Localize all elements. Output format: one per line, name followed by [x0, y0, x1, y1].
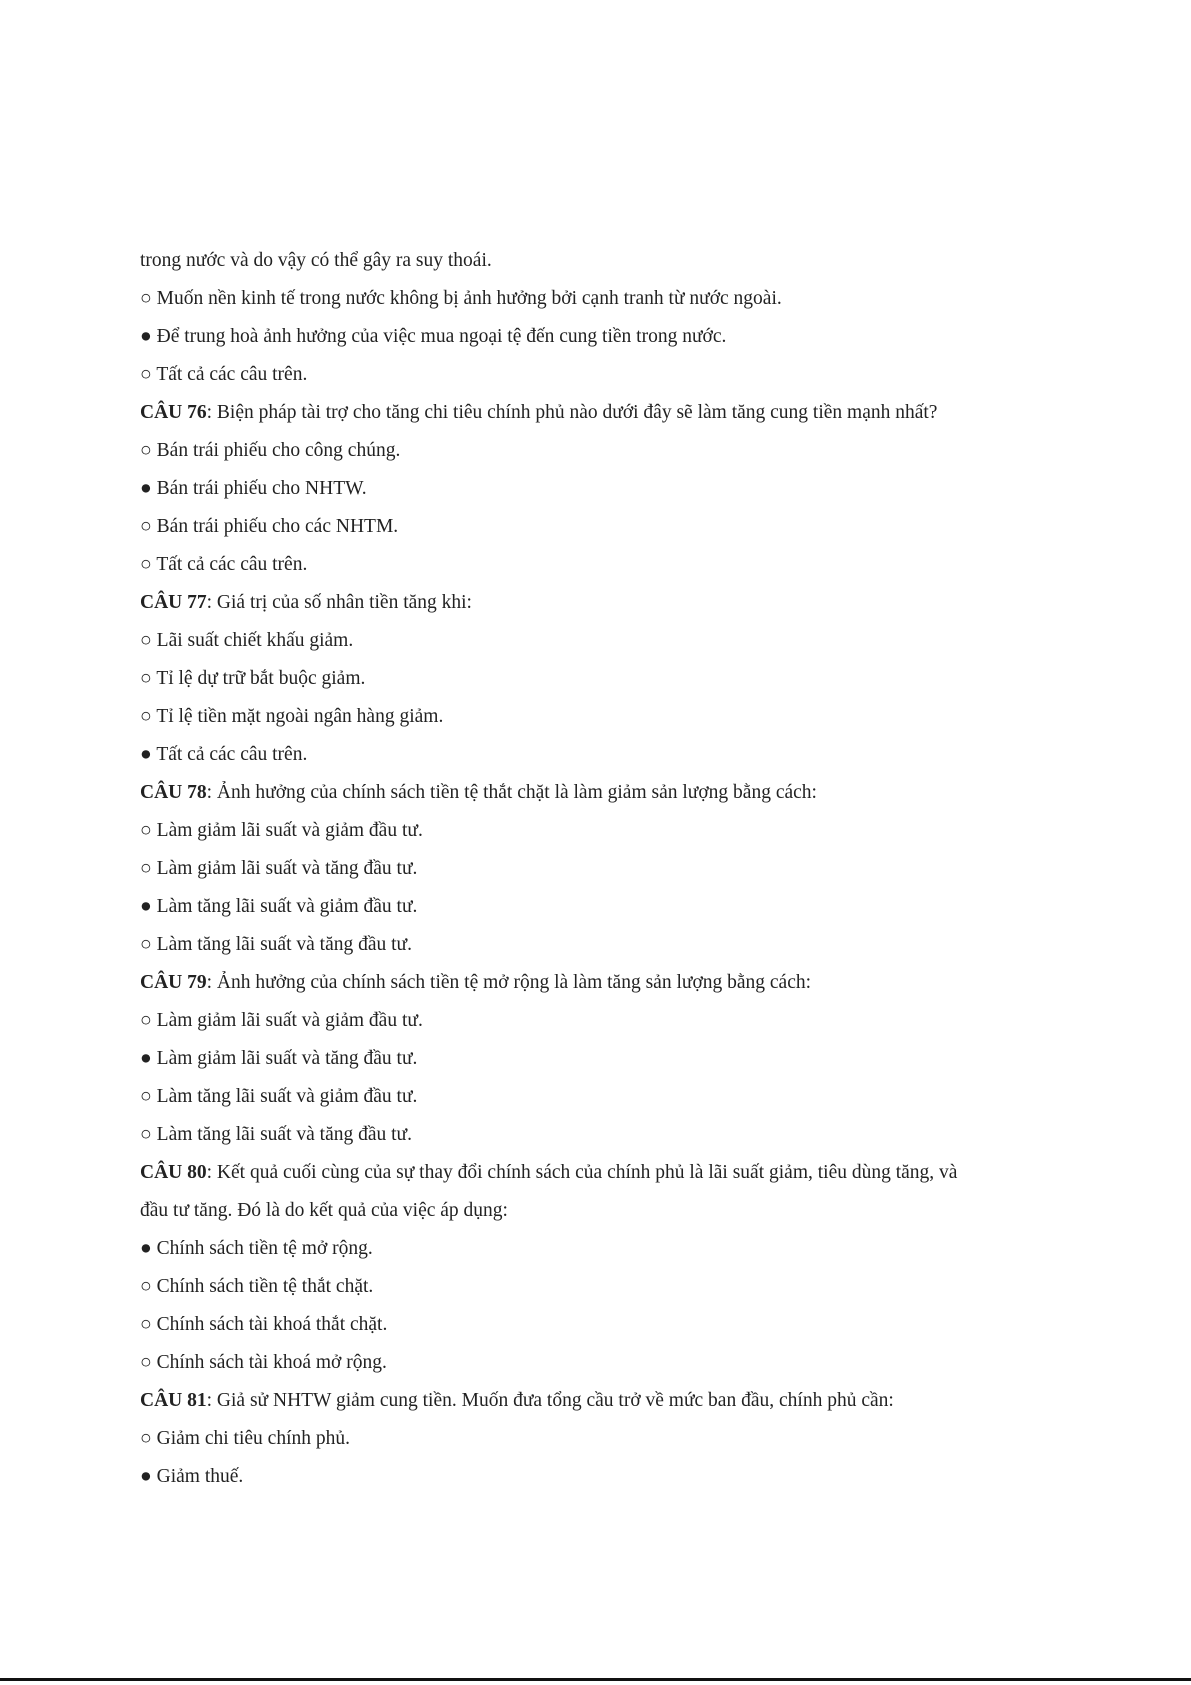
- question-line: [140, 394, 1080, 432]
- empty-circle-icon: ○: [140, 820, 152, 841]
- answer-option-selected: [140, 1040, 1080, 1078]
- empty-circle-icon: ○: [140, 934, 152, 955]
- page-bottom-rule: [0, 1678, 1191, 1681]
- answer-option-selected: [140, 318, 1080, 356]
- answer-option: [140, 1002, 1080, 1040]
- option-text: Làm tăng lãi suất và giảm đầu tư.: [156, 1086, 418, 1107]
- empty-circle-icon: ○: [140, 516, 152, 537]
- question-line: [140, 1154, 1080, 1192]
- option-text: Giảm thuế.: [156, 1466, 244, 1487]
- answer-option: [140, 508, 1080, 546]
- question-list: [140, 242, 1080, 1496]
- option-text: Giảm chi tiêu chính phủ.: [156, 1428, 350, 1449]
- empty-circle-icon: ○: [140, 364, 152, 385]
- empty-circle-icon: ○: [140, 706, 152, 727]
- question-text: : Ảnh hưởng của chính sách tiền tệ mở rộng là làm tăng sản lượng bằng cách:: [206, 972, 812, 993]
- answer-option: [140, 546, 1080, 584]
- filled-circle-icon: ●: [140, 326, 152, 347]
- filled-circle-icon: ●: [140, 1238, 152, 1259]
- answer-option-selected: [140, 470, 1080, 508]
- filled-circle-icon: ●: [140, 1466, 152, 1487]
- option-text: Bán trái phiếu cho các NHTM.: [156, 516, 399, 537]
- empty-circle-icon: ○: [140, 440, 152, 461]
- option-text: Chính sách tiền tệ mở rộng.: [156, 1238, 373, 1259]
- option-text: Tất cả các câu trên.: [156, 744, 308, 765]
- document-page: [140, 242, 1080, 1496]
- answer-option: [140, 698, 1080, 736]
- empty-circle-icon: ○: [140, 288, 152, 309]
- question-number: CÂU 78: [140, 782, 207, 803]
- answer-option-selected: [140, 1230, 1080, 1268]
- empty-circle-icon: ○: [140, 1352, 152, 1373]
- question-number: CÂU 77: [140, 592, 207, 613]
- question-number: CÂU 76: [140, 402, 207, 423]
- empty-circle-icon: ○: [140, 1428, 152, 1449]
- question-number: CÂU 80: [140, 1162, 207, 1183]
- empty-circle-icon: ○: [140, 1314, 152, 1335]
- option-text: Làm giảm lãi suất và tăng đầu tư.: [156, 1048, 418, 1069]
- question-text: : Giá trị của số nhân tiền tăng khi:: [206, 592, 472, 613]
- answer-option: [140, 1344, 1080, 1382]
- answer-option: [140, 660, 1080, 698]
- empty-circle-icon: ○: [140, 668, 152, 689]
- answer-option-selected: [140, 1458, 1080, 1496]
- continuation-line: trong nước và do vậy có thể gây ra suy thoái.: [140, 250, 492, 271]
- option-text: Tất cả các câu trên.: [156, 364, 308, 385]
- filled-circle-icon: ●: [140, 744, 152, 765]
- option-text: Chính sách tiền tệ thắt chặt.: [156, 1276, 374, 1297]
- filled-circle-icon: ●: [140, 896, 152, 917]
- option-text: Làm giảm lãi suất và giảm đầu tư.: [156, 1010, 423, 1031]
- empty-circle-icon: ○: [140, 1276, 152, 1297]
- question-text: : Biện pháp tài trợ cho tăng chi tiêu chính phủ nào dưới đây sẽ làm tăng cung tiền mạnh nhất?: [206, 402, 938, 423]
- question-number: CÂU 81: [140, 1390, 207, 1411]
- answer-option: [140, 1078, 1080, 1116]
- question-text: : Giả sử NHTW giảm cung tiền. Muốn đưa tổng cầu trở về mức ban đầu, chính phủ cần:: [206, 1390, 894, 1411]
- question-text: : Ảnh hưởng của chính sách tiền tệ thắt chặt là làm giảm sản lượng bằng cách:: [206, 782, 817, 803]
- option-text: Để trung hoà ảnh hưởng của việc mua ngoại tệ đến cung tiền trong nước.: [156, 326, 727, 347]
- question-line: [140, 774, 1080, 812]
- filled-circle-icon: ●: [140, 1048, 152, 1069]
- answer-option: [140, 432, 1080, 470]
- option-text: Làm giảm lãi suất và tăng đầu tư.: [156, 858, 418, 879]
- continuation-line: đầu tư tăng. Đó là do kết quả của việc áp dụng:: [140, 1200, 508, 1221]
- answer-option: [140, 926, 1080, 964]
- answer-option: [140, 280, 1080, 318]
- option-text: Làm tăng lãi suất và tăng đầu tư.: [156, 1124, 412, 1145]
- question-line: [140, 1382, 1080, 1420]
- option-text: Bán trái phiếu cho NHTW.: [156, 478, 367, 499]
- question-text: : Kết quả cuối cùng của sự thay đổi chính sách của chính phủ là lãi suất giảm, tiêu dùng tăng, và: [206, 1162, 958, 1183]
- empty-circle-icon: ○: [140, 1010, 152, 1031]
- empty-circle-icon: ○: [140, 630, 152, 651]
- option-text: Làm giảm lãi suất và giảm đầu tư.: [156, 820, 423, 841]
- answer-option-selected: [140, 888, 1080, 926]
- empty-circle-icon: ○: [140, 1086, 152, 1107]
- question-line: [140, 584, 1080, 622]
- answer-option: [140, 1116, 1080, 1154]
- filled-circle-icon: ●: [140, 478, 152, 499]
- answer-option: [140, 622, 1080, 660]
- empty-circle-icon: ○: [140, 554, 152, 575]
- answer-option: [140, 1420, 1080, 1458]
- option-text: Tất cả các câu trên.: [156, 554, 308, 575]
- question-line: [140, 964, 1080, 1002]
- answer-option-selected: [140, 736, 1080, 774]
- answer-option: [140, 1306, 1080, 1344]
- answer-option: [140, 1268, 1080, 1306]
- question-number: CÂU 79: [140, 972, 207, 993]
- option-text: Tỉ lệ tiền mặt ngoài ngân hàng giảm.: [156, 706, 444, 727]
- option-text: Chính sách tài khoá mở rộng.: [156, 1352, 387, 1373]
- option-text: Làm tăng lãi suất và giảm đầu tư.: [156, 896, 418, 917]
- answer-option: [140, 850, 1080, 888]
- option-text: Làm tăng lãi suất và tăng đầu tư.: [156, 934, 412, 955]
- option-text: Bán trái phiếu cho công chúng.: [156, 440, 401, 461]
- option-text: Chính sách tài khoá thắt chặt.: [156, 1314, 388, 1335]
- option-text: Lãi suất chiết khấu giảm.: [156, 630, 354, 651]
- option-text: Muốn nền kinh tế trong nước không bị ảnh hưởng bởi cạnh tranh từ nước ngoài.: [156, 288, 782, 309]
- empty-circle-icon: ○: [140, 1124, 152, 1145]
- answer-option: [140, 812, 1080, 850]
- empty-circle-icon: ○: [140, 858, 152, 879]
- answer-option: [140, 356, 1080, 394]
- option-text: Tỉ lệ dự trữ bắt buộc giảm.: [156, 668, 366, 689]
